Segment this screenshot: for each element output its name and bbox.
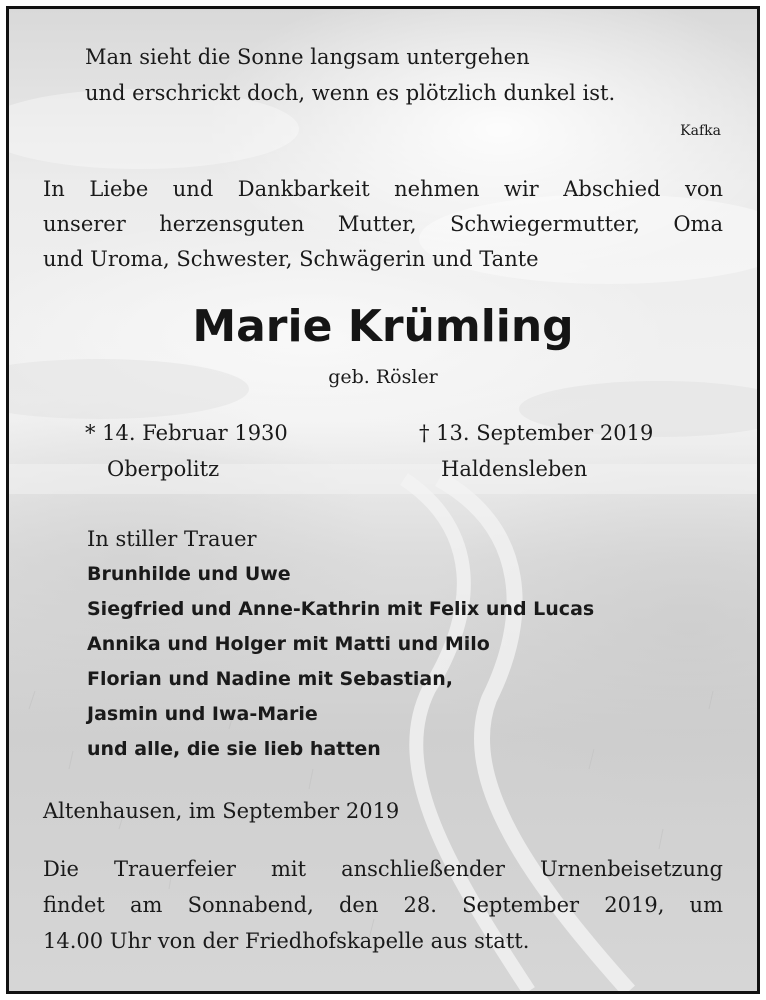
funeral-line-2: findet am Sonnabend, den 28. September 2019, um <box>43 893 723 917</box>
mourners-heading: In stiller Trauer <box>87 527 257 551</box>
funeral-line-1: Die Trauerfeier mit anschließender Urnenbeisetzung <box>43 857 723 881</box>
intro-line-2: unserer herzensguten Mutter, Schwiegermutter, Oma <box>43 212 723 236</box>
intro-line-1: In Liebe und Dankbarkeit nehmen wir Abschied von <box>43 177 723 201</box>
quote-line-2: und erschrickt doch, wenn es plötzlich dunkel ist. <box>85 81 616 105</box>
mourner-name: Brunhilde und Uwe <box>87 563 291 585</box>
death-date: † 13. September 2019 <box>419 421 654 445</box>
mourner-name: und alle, die sie lieb hatten <box>87 738 381 760</box>
deceased-name: Marie Krümling <box>192 301 574 352</box>
intro-line-3: und Uroma, Schwester, Schwägerin und Tante <box>43 247 539 271</box>
birth-name: geb. Rösler <box>328 366 438 388</box>
death-place: Haldensleben <box>441 457 588 481</box>
place-date: Altenhausen, im September 2019 <box>43 799 400 823</box>
mourner-name: Florian und Nadine mit Sebastian, <box>87 668 453 690</box>
birth-date: * 14. Februar 1930 <box>85 421 288 445</box>
birth-place: Oberpolitz <box>107 457 220 481</box>
quote-line-1: Man sieht die Sonne langsam untergehen <box>85 45 530 69</box>
mourner-name: Annika und Holger mit Matti und Milo <box>87 633 490 655</box>
funeral-line-3: 14.00 Uhr von der Friedhofskapelle aus statt. <box>43 929 530 953</box>
mourner-name: Siegfried und Anne-Kathrin mit Felix und Lucas <box>87 598 595 620</box>
obituary-notice <box>6 6 760 994</box>
quote-author: Kafka <box>680 123 721 139</box>
mourner-name: Jasmin und Iwa-Marie <box>87 703 318 725</box>
